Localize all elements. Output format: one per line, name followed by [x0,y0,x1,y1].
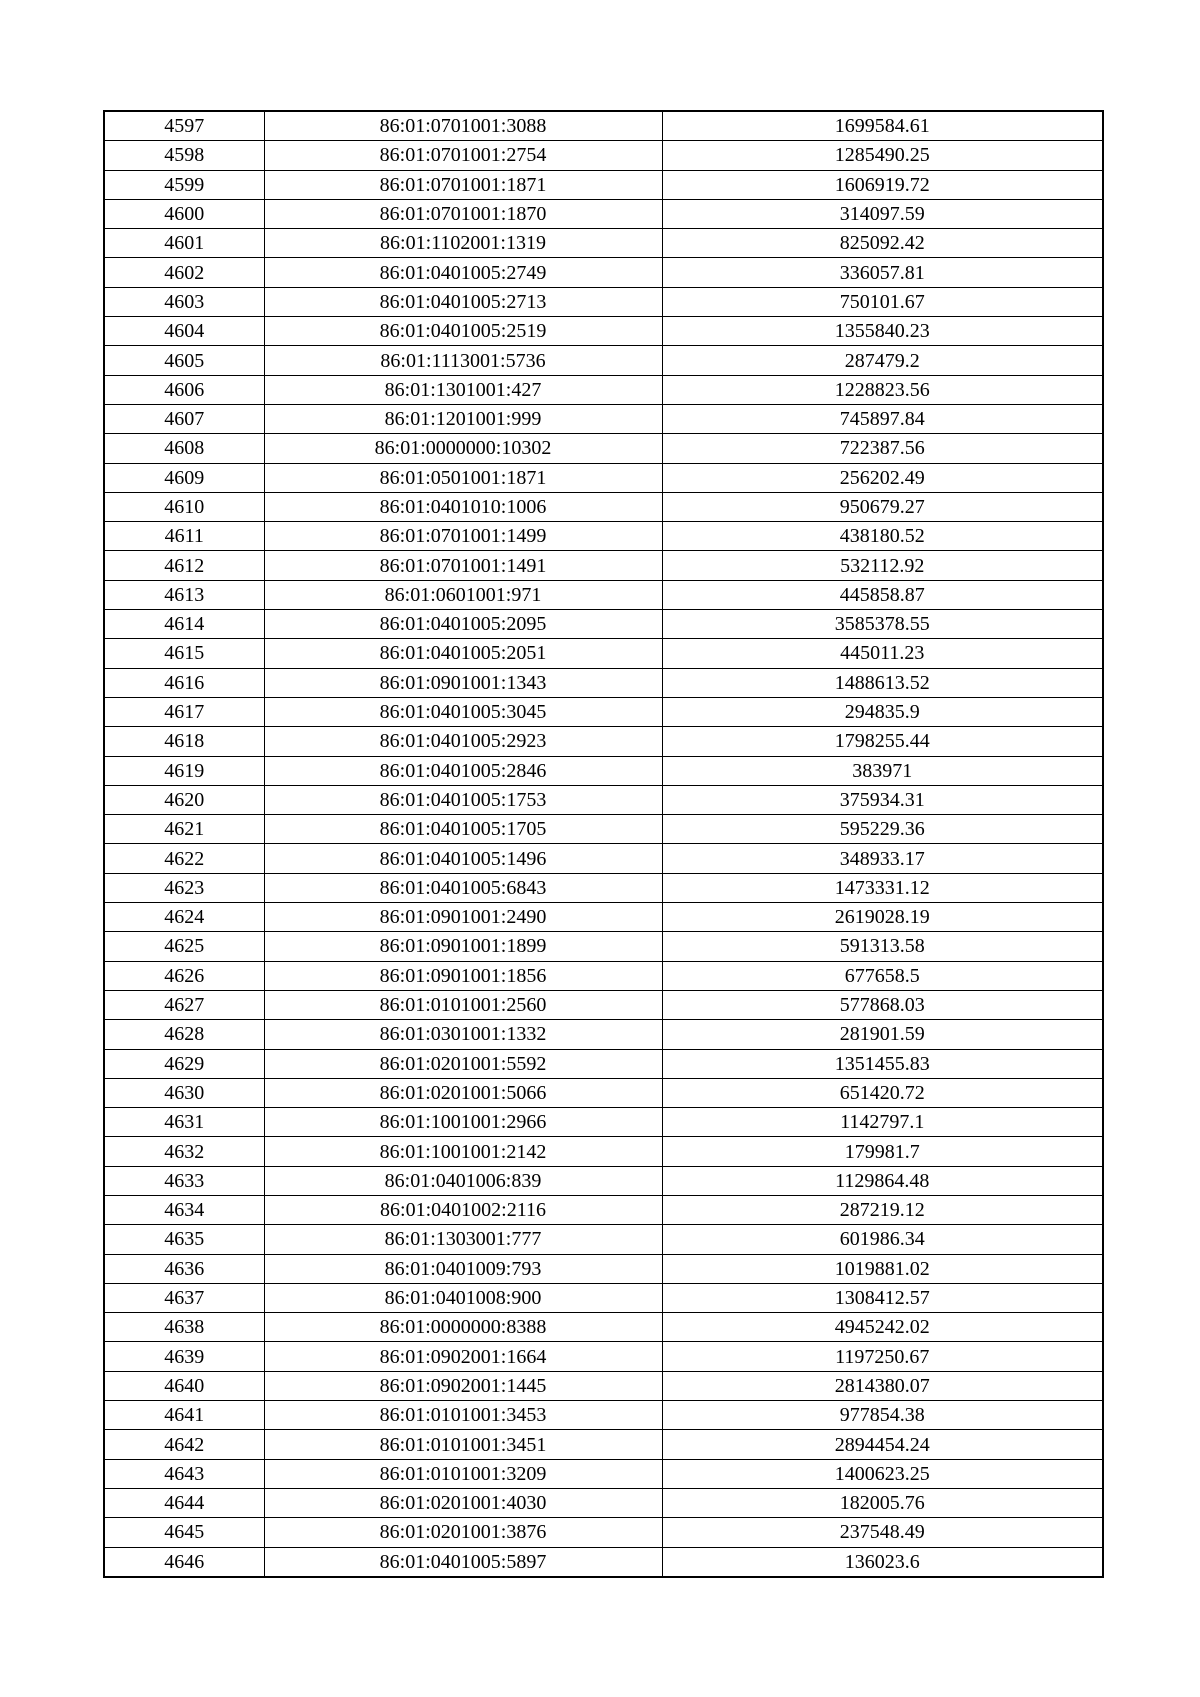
cadastral-value-cell: 601986.34 [662,1225,1103,1254]
cadastral-number-cell: 86:01:0901001:1856 [264,961,662,990]
table-row [104,815,1103,844]
row-number-cell: 4640 [104,1371,264,1400]
row-number-cell: 4633 [104,1166,264,1195]
row-number-cell: 4610 [104,492,264,521]
cadastral-number-cell: 86:01:0101001:3451 [264,1430,662,1459]
table-row [104,580,1103,609]
table-body [104,111,1103,1577]
cadastral-number-cell: 86:01:0901001:1899 [264,932,662,961]
table-row [104,844,1103,873]
cadastral-number-cell: 86:01:1301001:427 [264,375,662,404]
cadastral-number-cell: 86:01:0301001:1332 [264,1020,662,1049]
row-number-cell: 4603 [104,287,264,316]
table-row [104,1518,1103,1547]
row-number-cell: 4605 [104,346,264,375]
table-row [104,111,1103,141]
table-row [104,785,1103,814]
cadastral-number-cell: 86:01:0201001:3876 [264,1518,662,1547]
row-number-cell: 4626 [104,961,264,990]
cadastral-number-cell: 86:01:0401005:2051 [264,639,662,668]
cadastral-number-cell: 86:01:0701001:1491 [264,551,662,580]
cadastral-number-cell: 86:01:0701001:3088 [264,111,662,141]
table-row [104,346,1103,375]
table-row [104,229,1103,258]
cadastral-number-cell: 86:01:0501001:1871 [264,463,662,492]
row-number-cell: 4599 [104,170,264,199]
table-row [104,873,1103,902]
row-number-cell: 4642 [104,1430,264,1459]
table-row [104,258,1103,287]
cadastral-value-cell: 1798255.44 [662,727,1103,756]
row-number-cell: 4627 [104,990,264,1019]
cadastral-number-cell: 86:01:0901001:2490 [264,903,662,932]
row-number-cell: 4602 [104,258,264,287]
cadastral-number-cell: 86:01:0701001:2754 [264,141,662,170]
table-row [104,961,1103,990]
cadastral-number-cell: 86:01:1102001:1319 [264,229,662,258]
table-row [104,492,1103,521]
cadastral-value-cell: 136023.6 [662,1547,1103,1577]
row-number-cell: 4637 [104,1283,264,1312]
row-number-cell: 4608 [104,434,264,463]
cadastral-value-table [103,110,1104,1578]
cadastral-number-cell: 86:01:0701001:1871 [264,170,662,199]
cadastral-number-cell: 86:01:0701001:1499 [264,522,662,551]
cadastral-value-cell: 591313.58 [662,932,1103,961]
row-number-cell: 4612 [104,551,264,580]
cadastral-value-cell: 294835.9 [662,697,1103,726]
table-row [104,668,1103,697]
cadastral-number-cell: 86:01:0401005:2519 [264,317,662,346]
cadastral-value-cell: 445858.87 [662,580,1103,609]
cadastral-value-cell: 1228823.56 [662,375,1103,404]
table-row [104,141,1103,170]
cadastral-number-cell: 86:01:0401008:900 [264,1283,662,1312]
table-row [104,1078,1103,1107]
cadastral-number-cell: 86:01:0201001:5066 [264,1078,662,1107]
row-number-cell: 4617 [104,697,264,726]
cadastral-number-cell: 86:01:0902001:1664 [264,1342,662,1371]
cadastral-number-cell: 86:01:0101001:3209 [264,1459,662,1488]
table-row [104,1049,1103,1078]
row-number-cell: 4600 [104,199,264,228]
table-row [104,1137,1103,1166]
row-number-cell: 4628 [104,1020,264,1049]
cadastral-value-cell: 445011.23 [662,639,1103,668]
cadastral-number-cell: 86:01:0101001:3453 [264,1401,662,1430]
cadastral-value-cell: 3585378.55 [662,610,1103,639]
table-row [104,756,1103,785]
row-number-cell: 4629 [104,1049,264,1078]
row-number-cell: 4644 [104,1488,264,1517]
cadastral-value-cell: 577868.03 [662,990,1103,1019]
row-number-cell: 4622 [104,844,264,873]
cadastral-value-cell: 336057.81 [662,258,1103,287]
cadastral-value-cell: 438180.52 [662,522,1103,551]
table-row [104,610,1103,639]
table-row [104,1401,1103,1430]
cadastral-value-cell: 1488613.52 [662,668,1103,697]
row-number-cell: 4645 [104,1518,264,1547]
cadastral-number-cell: 86:01:0601001:971 [264,580,662,609]
row-number-cell: 4635 [104,1225,264,1254]
cadastral-value-cell: 825092.42 [662,229,1103,258]
cadastral-value-cell: 2814380.07 [662,1371,1103,1400]
cadastral-number-cell: 86:01:0901001:1343 [264,668,662,697]
cadastral-value-cell: 1355840.23 [662,317,1103,346]
cadastral-number-cell: 86:01:1001001:2142 [264,1137,662,1166]
cadastral-value-cell: 1400623.25 [662,1459,1103,1488]
cadastral-value-cell: 1019881.02 [662,1254,1103,1283]
row-number-cell: 4607 [104,404,264,433]
cadastral-number-cell: 86:01:0401005:2846 [264,756,662,785]
table-row [104,990,1103,1019]
table-row [104,903,1103,932]
table-row [104,199,1103,228]
table-row [104,317,1103,346]
table-row [104,1430,1103,1459]
row-number-cell: 4619 [104,756,264,785]
cadastral-number-cell: 86:01:0701001:1870 [264,199,662,228]
cadastral-number-cell: 86:01:0401005:2923 [264,727,662,756]
cadastral-number-cell: 86:01:0201001:5592 [264,1049,662,1078]
cadastral-value-cell: 4945242.02 [662,1313,1103,1342]
cadastral-value-cell: 1699584.61 [662,111,1103,141]
row-number-cell: 4611 [104,522,264,551]
cadastral-number-cell: 86:01:0000000:10302 [264,434,662,463]
row-number-cell: 4632 [104,1137,264,1166]
cadastral-number-cell: 86:01:0401005:5897 [264,1547,662,1577]
table-row [104,434,1103,463]
cadastral-value-cell: 2619028.19 [662,903,1103,932]
table-row [104,551,1103,580]
row-number-cell: 4613 [104,580,264,609]
row-number-cell: 4625 [104,932,264,961]
cadastral-value-cell: 314097.59 [662,199,1103,228]
cadastral-value-cell: 348933.17 [662,844,1103,873]
cadastral-number-cell: 86:01:0401010:1006 [264,492,662,521]
table-row [104,1108,1103,1137]
row-number-cell: 4641 [104,1401,264,1430]
row-number-cell: 4598 [104,141,264,170]
row-number-cell: 4621 [104,815,264,844]
table-row [104,1283,1103,1312]
table-row [104,1547,1103,1577]
row-number-cell: 4639 [104,1342,264,1371]
row-number-cell: 4618 [104,727,264,756]
row-number-cell: 4630 [104,1078,264,1107]
cadastral-number-cell: 86:01:0401005:3045 [264,697,662,726]
row-number-cell: 4609 [104,463,264,492]
cadastral-number-cell: 86:01:0401006:839 [264,1166,662,1195]
cadastral-value-cell: 532112.92 [662,551,1103,580]
row-number-cell: 4616 [104,668,264,697]
row-number-cell: 4597 [104,111,264,141]
cadastral-value-cell: 383971 [662,756,1103,785]
table-row [104,287,1103,316]
table-row [104,1020,1103,1049]
cadastral-value-cell: 745897.84 [662,404,1103,433]
cadastral-value-cell: 722387.56 [662,434,1103,463]
table-row [104,1313,1103,1342]
cadastral-value-cell: 1308412.57 [662,1283,1103,1312]
table-row [104,1254,1103,1283]
cadastral-value-cell: 281901.59 [662,1020,1103,1049]
cadastral-value-cell: 256202.49 [662,463,1103,492]
row-number-cell: 4606 [104,375,264,404]
table-row [104,170,1103,199]
cadastral-number-cell: 86:01:1201001:999 [264,404,662,433]
cadastral-value-cell: 677658.5 [662,961,1103,990]
cadastral-value-cell: 1285490.25 [662,141,1103,170]
table-row [104,1371,1103,1400]
row-number-cell: 4638 [104,1313,264,1342]
table-row [104,1488,1103,1517]
cadastral-number-cell: 86:01:0902001:1445 [264,1371,662,1400]
row-number-cell: 4634 [104,1195,264,1224]
cadastral-number-cell: 86:01:0401005:1753 [264,785,662,814]
cadastral-number-cell: 86:01:1303001:777 [264,1225,662,1254]
table-row [104,1195,1103,1224]
cadastral-number-cell: 86:01:0401005:1705 [264,815,662,844]
cadastral-value-cell: 651420.72 [662,1078,1103,1107]
table-row [104,404,1103,433]
cadastral-value-cell: 237548.49 [662,1518,1103,1547]
row-number-cell: 4601 [104,229,264,258]
row-number-cell: 4615 [104,639,264,668]
table-row [104,522,1103,551]
cadastral-value-cell: 1197250.67 [662,1342,1103,1371]
table-row [104,375,1103,404]
cadastral-number-cell: 86:01:0401005:2713 [264,287,662,316]
cadastral-number-cell: 86:01:0401009:793 [264,1254,662,1283]
cadastral-value-cell: 182005.76 [662,1488,1103,1517]
cadastral-value-cell: 950679.27 [662,492,1103,521]
table-row [104,1342,1103,1371]
cadastral-number-cell: 86:01:0401005:2095 [264,610,662,639]
cadastral-number-cell: 86:01:0401002:2116 [264,1195,662,1224]
cadastral-value-cell: 2894454.24 [662,1430,1103,1459]
table-row [104,1166,1103,1195]
cadastral-value-cell: 1606919.72 [662,170,1103,199]
row-number-cell: 4643 [104,1459,264,1488]
cadastral-value-cell: 1129864.48 [662,1166,1103,1195]
cadastral-value-cell: 1351455.83 [662,1049,1103,1078]
row-number-cell: 4604 [104,317,264,346]
cadastral-value-cell: 287479.2 [662,346,1103,375]
cadastral-number-cell: 86:01:0101001:2560 [264,990,662,1019]
table-row [104,932,1103,961]
row-number-cell: 4623 [104,873,264,902]
cadastral-value-cell: 375934.31 [662,785,1103,814]
cadastral-value-cell: 1142797.1 [662,1108,1103,1137]
row-number-cell: 4620 [104,785,264,814]
cadastral-value-cell: 1473331.12 [662,873,1103,902]
cadastral-value-cell: 595229.36 [662,815,1103,844]
row-number-cell: 4614 [104,610,264,639]
row-number-cell: 4636 [104,1254,264,1283]
table-row [104,1225,1103,1254]
cadastral-number-cell: 86:01:0401005:6843 [264,873,662,902]
table-row [104,697,1103,726]
cadastral-value-cell: 977854.38 [662,1401,1103,1430]
row-number-cell: 4624 [104,903,264,932]
cadastral-value-cell: 179981.7 [662,1137,1103,1166]
table-row [104,639,1103,668]
cadastral-value-cell: 750101.67 [662,287,1103,316]
cadastral-number-cell: 86:01:1113001:5736 [264,346,662,375]
cadastral-number-cell: 86:01:0401005:2749 [264,258,662,287]
cadastral-number-cell: 86:01:1001001:2966 [264,1108,662,1137]
cadastral-number-cell: 86:01:0201001:4030 [264,1488,662,1517]
row-number-cell: 4631 [104,1108,264,1137]
cadastral-number-cell: 86:01:0401005:1496 [264,844,662,873]
table-row [104,463,1103,492]
cadastral-number-cell: 86:01:0000000:8388 [264,1313,662,1342]
cadastral-value-cell: 287219.12 [662,1195,1103,1224]
table-row [104,1459,1103,1488]
row-number-cell: 4646 [104,1547,264,1577]
table-row [104,727,1103,756]
